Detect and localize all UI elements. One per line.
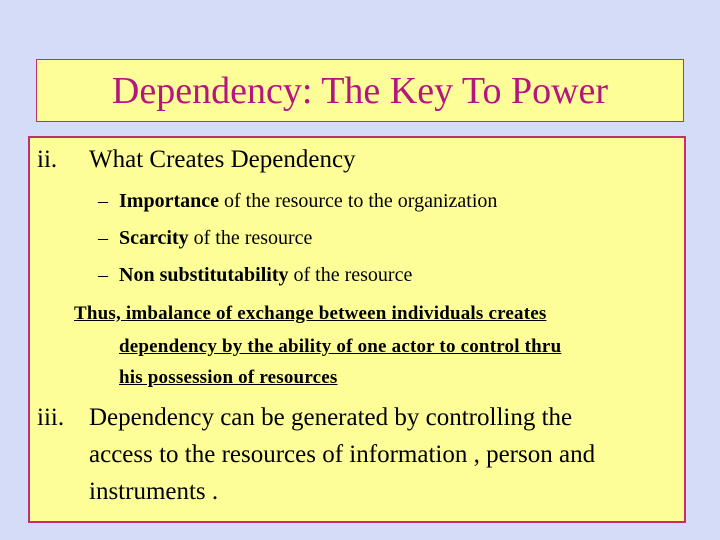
title-box	[36, 59, 684, 122]
point-ii-heading: What Creates Dependency	[89, 146, 356, 173]
sub-item-dash: –	[98, 227, 108, 249]
summary-line-2: dependency by the ability of one actor to control thru	[119, 336, 562, 357]
summary-line-1: Thus, imbalance of exchange between individuals creates	[74, 303, 547, 324]
point-ii-number: ii.	[37, 146, 58, 173]
sub-item-bold: Scarcity	[119, 227, 189, 249]
sub-item-scarcity	[119, 227, 312, 250]
sub-item-dash: –	[98, 190, 108, 212]
point-iii-number: iii.	[37, 404, 65, 431]
sub-item-importance	[119, 190, 497, 213]
slide-title: Dependency: The Key To Power	[111, 70, 609, 112]
sub-item-rest: of the resource to the organization	[218, 190, 498, 212]
point-iii-line-3: instruments .	[89, 478, 219, 505]
sub-item-non-substitutability	[119, 264, 412, 287]
point-iii-line-2: access to the resources of information , person and	[89, 441, 596, 468]
sub-item-bold: Non substitutability	[119, 264, 289, 286]
sub-item-rest: of the resource	[288, 264, 413, 286]
sub-item-dash: –	[98, 264, 108, 286]
summary-line-3: his possession of resources	[119, 367, 338, 388]
sub-item-rest: of the resource	[188, 227, 313, 249]
sub-item-bold: Importance	[119, 190, 219, 212]
point-iii-line-1: Dependency can be generated by controlling the	[89, 404, 573, 431]
